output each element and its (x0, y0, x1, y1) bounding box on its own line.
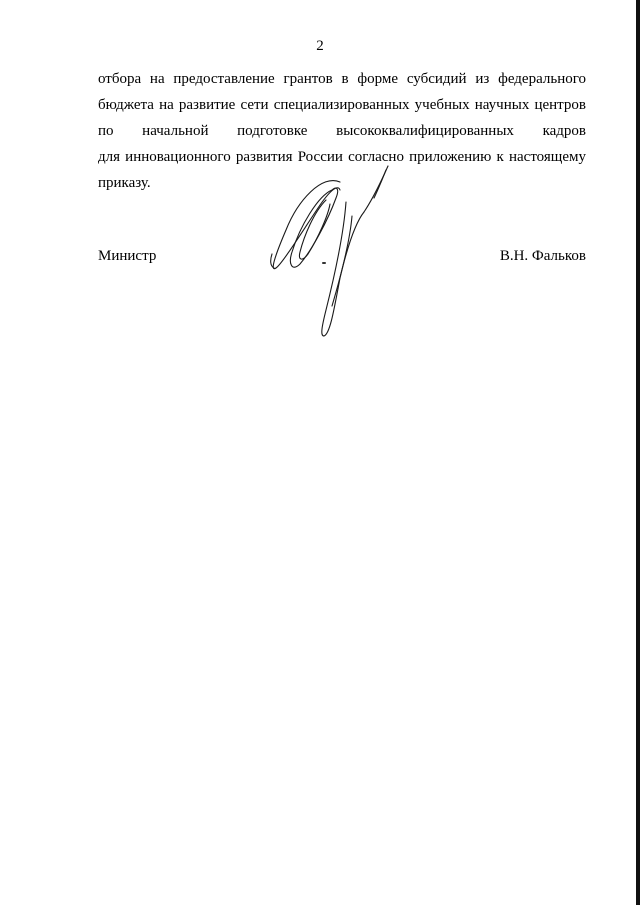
body-line: отбора на предоставление грантов в форме субсидий из федерального (98, 71, 586, 87)
scan-speck (322, 262, 326, 264)
signatory-name: В.Н. Фальков (499, 248, 586, 264)
handwritten-signature (262, 160, 402, 345)
body-line: бюджета на развитие сети специализированных учебных научных центров (98, 97, 586, 113)
signatory-title: Министр (98, 248, 157, 264)
body-line: для инновационного развития России согласно приложению к настоящему (98, 149, 586, 165)
body-line: приказу. (98, 175, 151, 191)
body-line: по начальной подготовке высококвалифицированных кадров (98, 123, 586, 139)
page-number: 2 (316, 38, 324, 54)
scan-edge (636, 0, 640, 905)
